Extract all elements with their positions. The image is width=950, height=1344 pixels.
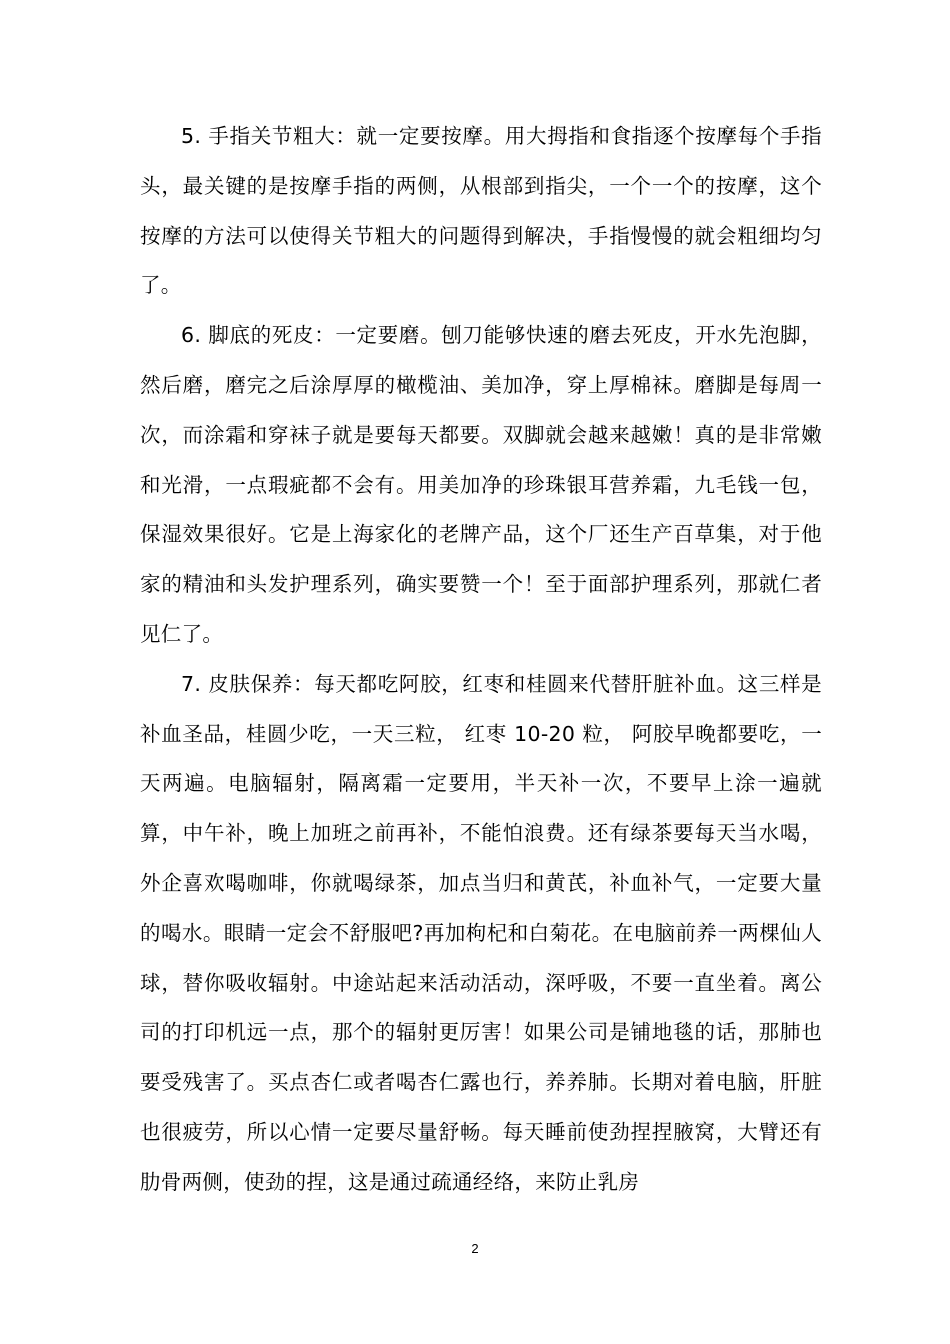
document-body bbox=[140, 112, 822, 1208]
page-number: 2 bbox=[471, 1241, 479, 1256]
paragraph-item-6: 6. 脚底的死皮：一定要磨。刨刀能够快速的磨去死皮，开水先泡脚，然后磨，磨完之后涂厚厚的橄榄油、美加净，穿上厚棉袜。磨脚是每周一次，而涂霜和穿袜子就是要每天都要。双脚就会越来越嫩！真的是非常嫩和光滑，一点瑕疵都不会有。用美加净的珍珠银耳营养霜，九毛钱一包，保湿效果很好。它是上海家化的老牌产品，这个厂还生产百草集，对于他家的精油和头发护理系列，确实要赞一个！至于面部护理系列，那就仁者见仁了。 bbox=[140, 323, 822, 646]
paragraph-item-7: 7. 皮肤保养：每天都吃阿胶，红枣和桂圆来代替肝脏补血。这三样是补血圣品，桂圆少吃，一天三粒， 红枣 10-20 粒， 阿胶早晚都要吃，一天两遍。电脑辐射，隔离霜一定要用，半天补一次，不要早上涂一遍就算，中午补，晚上加班之前再补，不能怕浪费。还有绿茶要每天当水喝，外企喜欢喝咖啡，你就喝绿茶，加点当归和黄芪，补血补气，一定要大量的喝水。眼睛一定会不舒服吧?再加枸杞和白菊花。在电脑前养一两棵仙人球，替你吸收辐射。中途站起来活动活动，深呼吸，不要一直坐着。离公司的打印机远一点，那个的辐射更厉害！如果公司是铺地毯的话，那肺也要受残害了。买点杏仁或者喝杏仁露也行，养养肺。长期对着电脑，肝脏也很疲劳，所以心情一定要尽量舒畅。每天睡前使劲捏捏腋窝，大臂还有肋骨两侧，使劲的捏，这是通过疏通经络，来防止乳房 bbox=[140, 671, 822, 1194]
paragraph-item-5: 5. 手指关节粗大：就一定要按摩。用大拇指和食指逐个按摩每个手指头，最关键的是按摩手指的两侧，从根部到指尖，一个一个的按摩，这个按摩的方法可以使得关节粗大的问题得到解决，手指慢慢的就会粗细均匀了。 bbox=[140, 124, 822, 298]
